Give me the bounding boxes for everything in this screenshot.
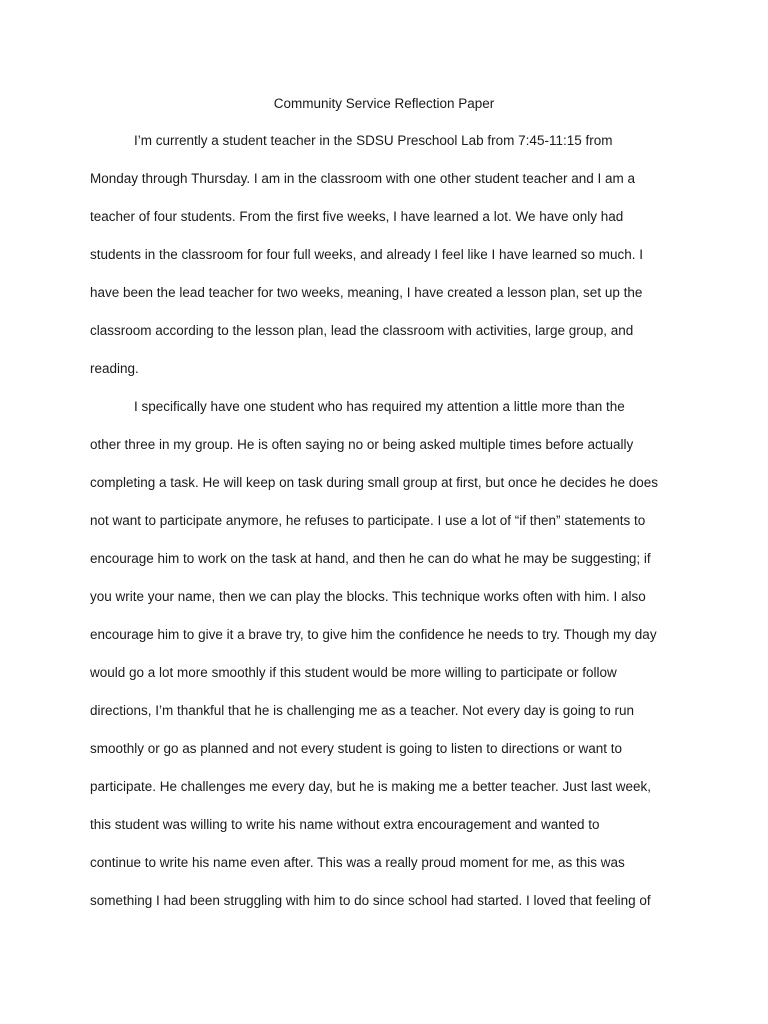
paragraph-2-line-9: directions, I’m thankful that he is challenging me as a teacher. Not every day is going to run [90, 703, 635, 718]
paragraph-2-line-6: you write your name, then we can play the blocks. This technique works often with him. I also [90, 589, 646, 604]
paragraph-1-line-6: classroom according to the lesson plan, lead the classroom with activities, large group, and [90, 323, 634, 338]
paragraph-2-line-5: encourage him to work on the task at hand, and then he can do what he may be suggesting; if [90, 551, 651, 566]
paragraph-2-line-11: participate. He challenges me every day, but he is making me a better teacher. Just last week, [90, 779, 652, 794]
paragraph-2-line-14: something I had been struggling with him to do since school had started. I loved that feeling of [90, 893, 651, 908]
paragraph-2-line-2: other three in my group. He is often saying no or being asked multiple times before actually [90, 437, 634, 452]
paragraph-1-line-4: students in the classroom for four full weeks, and already I feel like I have learned so much. I [90, 247, 644, 262]
paragraph-2-line-4: not want to participate anymore, he refuses to participate. I use a lot of “if then” statements to [90, 513, 646, 528]
paragraph-2-line-10: smoothly or go as planned and not every student is going to listen to directions or want to [90, 741, 623, 756]
paragraph-1-line-7: reading. [90, 361, 139, 376]
paragraph-2-line-13: continue to write his name even after. This was a really proud moment for me, as this was [90, 855, 625, 870]
paragraph-2-line-3: completing a task. He will keep on task during small group at first, but once he decides he does [90, 475, 659, 490]
paragraph-2-line-1: I specifically have one student who has required my attention a little more than the [134, 399, 625, 414]
paragraph-1-line-5: have been the lead teacher for two weeks, meaning, I have created a lesson plan, set up the [90, 285, 643, 300]
document-title: Community Service Reflection Paper [273, 96, 495, 111]
paragraph-1-line-3: teacher of four students. From the first five weeks, I have learned a lot. We have only had [90, 209, 624, 224]
paragraph-1-line-2: Monday through Thursday. I am in the classroom with one other student teacher and I am a [90, 171, 636, 186]
paragraph-2-line-12: this student was willing to write his name without extra encouragement and wanted to [90, 817, 600, 832]
paragraph-2-line-8: would go a lot more smoothly if this student would be more willing to participate or follow [90, 665, 617, 680]
paragraph-1-line-1: I’m currently a student teacher in the SDSU Preschool Lab from 7:45-11:15 from [134, 133, 613, 148]
paragraph-2-line-7: encourage him to give it a brave try, to give him the confidence he needs to try. Though my day [90, 627, 657, 642]
